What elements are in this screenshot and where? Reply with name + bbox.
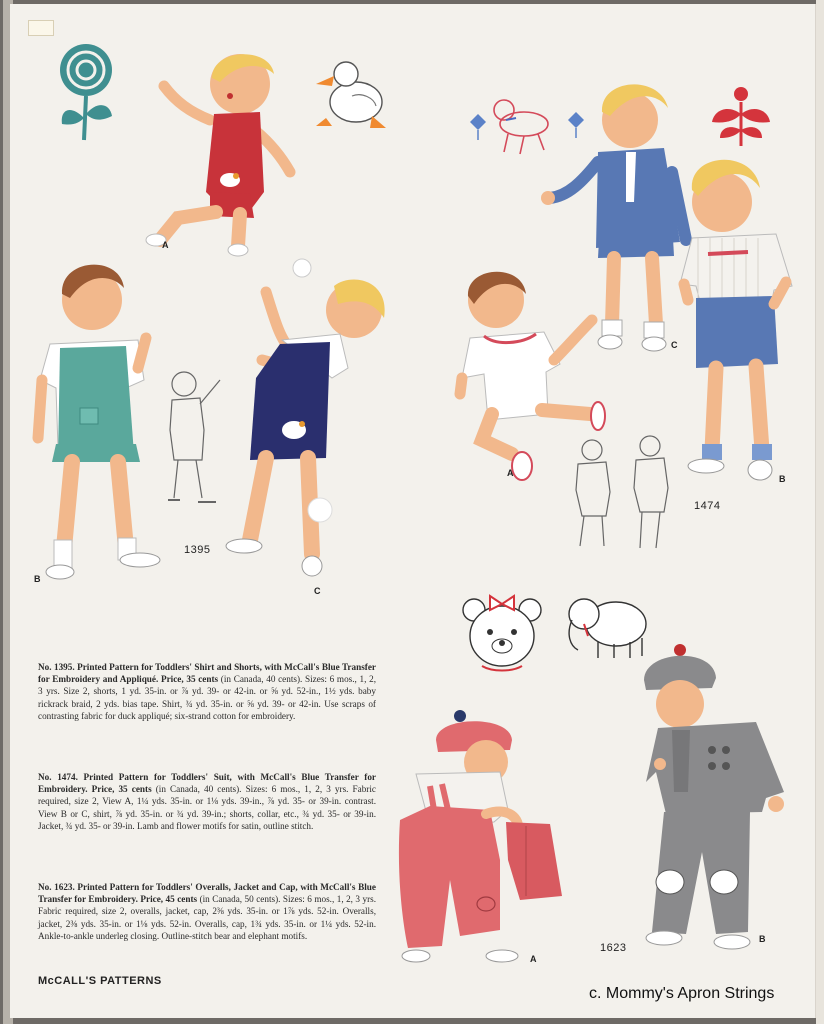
rose-motif-icon: [52, 40, 122, 145]
outline-sketch-shirt-shorts-figure: [160, 364, 230, 514]
figure-label-1395-c: C: [314, 586, 321, 596]
figure-label-1474-c: C: [671, 340, 678, 350]
description-1474-body: (in Canada, 40 cents). Sizes: 6 mos., 1, 2, 3 yrs. Fabric required, size 2, View A, 1¼ yds. 35-in. or 1⅛ yds. 39-in., ⅞ yd. 35- or 39-in. contrast. View B or C, shirt, ⅞ yd. 35-in. or ¾ yd. 39-in.; shorts, collar, etc., ¾ yd. 35- or 39-in. Jacket, ¾ yd. 35- or 39-in. Lamb and flower motifs for satin, outline stitch.: [38, 784, 376, 831]
description-1395: [38, 661, 376, 722]
figure-label-1474-b: B: [779, 474, 786, 484]
description-1623: [38, 881, 376, 942]
bear-face-motif-icon: [460, 588, 544, 674]
toddler-pink-overalls-figure: [390, 710, 570, 970]
toddler-teal-overalls-figure: [30, 248, 170, 588]
duck-motif-icon: [306, 56, 394, 136]
corner-tag: [28, 20, 54, 36]
description-1474: [38, 771, 376, 832]
pattern-number-1474: 1474: [694, 500, 721, 512]
page-edge-stripe: [816, 0, 824, 1024]
figure-label-1474-a: A: [507, 468, 514, 478]
description-1474-lead: No. 1474. Printed Pattern for Toddlers' Suit, with McCall's Blue Transfer for Embroidery. Price, 35 cents: [38, 772, 376, 795]
copyright-watermark: c. Mommy's Apron Strings: [589, 985, 775, 1002]
description-1395-body: (in Canada, 40 cents). Sizes: 6 mos., 1, 2, 3 yrs. Size 2, shorts, 1 yd. 35-in. or ⅞ yd. 39- or 42-in. or ⅝ yd. 52-in., 1½ yds. baby rickrack braid, 2 yds. bias tape. Shirt, ¾ yd. 35-in. or ⅝ yd. 39- or 42-in. Use scraps of contrasting fabric for duck appliqué; six-strand cotton for embroidery.: [38, 674, 376, 721]
figure-label-1623-a: A: [530, 954, 537, 964]
description-1623-lead: No. 1623. Printed Pattern for Toddlers' Overalls, Jacket and Cap, with McCall's Blue Transfer for Embroidery. Price, 45 cents: [38, 882, 376, 905]
toddler-shirt-blue-shorts-figure: [678, 150, 808, 500]
pattern-number-1623: 1623: [600, 942, 627, 954]
publisher-footer: McCALL'S PATTERNS: [38, 975, 162, 987]
figure-label-1623-b: B: [759, 934, 766, 944]
outline-sketch-suit-figures: [564, 432, 680, 558]
toddler-grey-suit-figure: [636, 642, 796, 954]
figure-label-1395-a: A: [162, 240, 169, 250]
flower-sprig-motif-icon: [706, 84, 776, 148]
pattern-number-1395: 1395: [184, 544, 211, 556]
description-1623-body: (in Canada, 50 cents). Sizes: 6 mos., 1, 2, 3 yrs. Fabric required, size 2, overalls, jacket, cap, 2⅜ yds. 35-in. or 1⅞ yds. 52-in. Overalls, jacket, 2⅜ yds. 35-in. or 1⅛ yds. 52-in. Overalls, cap, 1¾ yds. 35-in. or 1¼ yds. 52-in. Ankle-to-ankle underleg closing. Outline-stitch bear and elephant motifs.: [38, 894, 377, 941]
figure-label-1395-b: B: [34, 574, 41, 584]
toddler-navy-shorts-figure: [222, 258, 392, 588]
description-1395-lead: No. 1395. Printed Pattern for Toddlers' Shirt and Shorts, with McCall's Blue Transfer for Embroidery and Appliqué. Price, 35 cents: [38, 662, 376, 685]
toddler-red-sunsuit-figure: [140, 42, 300, 262]
